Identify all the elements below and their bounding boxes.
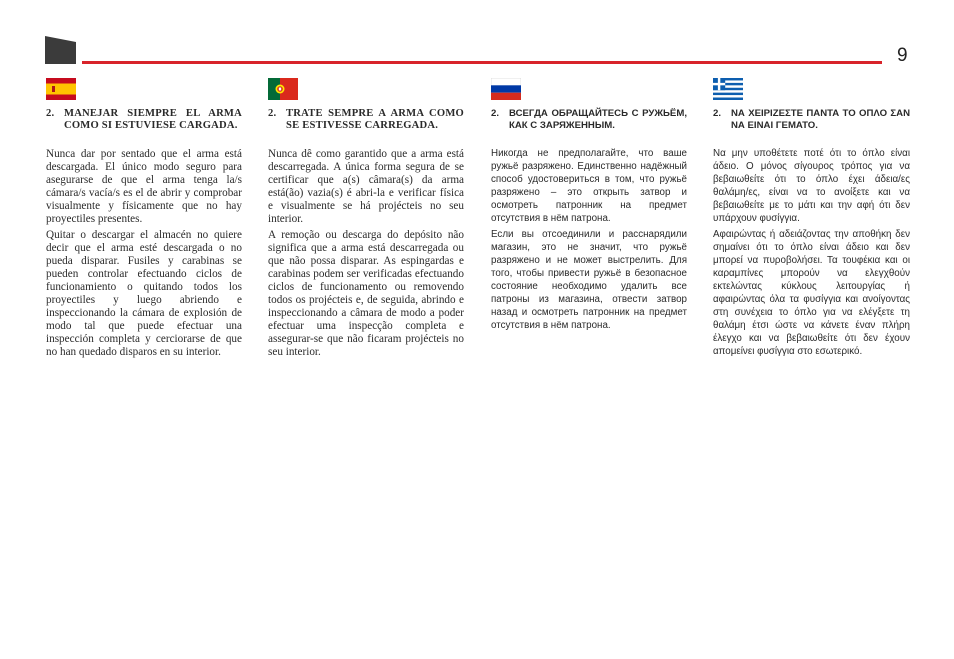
greek-flag-icon bbox=[713, 78, 743, 100]
paragraph: Nunca dê como garantido que a arma está descarregada. A única forma segura de se certificar que a(s) câmara(s) da arma está(ão) vazia(s) é abri-la e verificar física e visualmente se há projécteis no seu interior. bbox=[268, 148, 464, 225]
column-russian bbox=[491, 78, 687, 337]
russian-flag-icon bbox=[491, 78, 521, 100]
paragraph: Quitar o descargar el almacén no quiere decir que el arma esté descargada o no pueda disparar. Fusiles y carabinas se pueden controlar efectuando ciclos de funcionamiento o quitando todos los proyectiles y luego abriendo e inspeccionando la cámara de explosión de modo tal que puede efectuar una inspección completa y cerciorarse de que no han quedado disparos en su interior. bbox=[46, 229, 242, 358]
column-portuguese bbox=[268, 78, 464, 363]
paragraph: Να μην υποθέτετε ποτέ ότι το όπλο είναι άδειο. Ο μόνος σίγουρος τρόπος για να βεβαιωθείτε ότι το όπλο έχει άδεια/ες θαλάμη/ες, είναι να το ανοίξετε και να βεβαιωθείτε με το μάτι και την αφή ότι δεν υπάρχουν φυσίγγια. bbox=[713, 148, 910, 224]
paragraph: Nunca dar por sentado que el arma está descargada. El único modo seguro para asegurarse de que el arma tenga la/s cámara/s vacía/s es el de abrir y comprobar visualmente y físicamente que no hay proyectiles presentes. bbox=[46, 148, 242, 225]
paragraph: A remoção ou descarga do depósito não significa que a arma está descarregada ou que não possa disparar. As espingardas e carabinas podem ser verificadas efectuando ciclos de funcionamento ou removendo todos os projécteis e, de seguida, abrindo e inspeccionando a câmara de modo a poder efectuar uma inspecção completa e assegurar-se que não ficaram projécteis no seu interior. bbox=[268, 229, 464, 358]
paragraph: Никогда не предполагайте, что ваше ружьё разряжено. Единственно надёжный способ удостовериться в том, что ружьё разряжено – это открыть затвор и осмотреть патронник на предмет отсутствия в нём патрона. bbox=[491, 148, 687, 224]
section-heading: 2. ΝΑ ΧΕΙΡΙΖΕΣΤΕ ΠΑΝΤΑ ΤΟ ΟΠΛΟ ΣΑΝ ΝΑ ΕΙΝΑΙ ΓΕΜΑΤΟ. bbox=[713, 108, 910, 131]
paragraph: Если вы отсоединили и расснарядили магазин, это не значит, что ружьё разряжено и не может выстрелить. Для того, чтобы привести ружьё в безопасное состояние необходимо удалить все патроны из магазина, отвести затвор назад и осмотреть патронник на предмет отсутствия в нём патрона. bbox=[491, 229, 687, 331]
section-heading: 2. ВСЕГДА ОБРАЩАЙТЕСЬ С РУЖЬЁМ, КАК С ЗАРЯЖЕННЫМ. bbox=[491, 108, 687, 131]
brand-logo bbox=[45, 36, 76, 64]
paragraph: Αφαιρώντας ή αδειάζοντας την αποθήκη δεν σημαίνει ότι το όπλο είναι άδειο και δεν μπορεί να πυροβολήσει. Τα τουφέκια και οι καραμπίνες μπορούν να ελεγχθούν εκτελώντας κύκλους λειτουργίας ή αφαιρώντας όλα τα φυσίγγια και ανοίγοντας στη συνέχεια το όπλο για να ελέγξετε τη θαλάμη έτσι ώστε να κάνετε έναν πλήρη έλεγχο και να βεβαιωθείτε ότι δεν έχουν απομείνει φυσίγγια στο εσωτερικό. bbox=[713, 229, 910, 357]
section-heading: 2. MANEJAR SIEMPRE EL ARMA COMO SI ESTUVIESE CARGADA. bbox=[46, 108, 242, 131]
header-rule bbox=[82, 61, 882, 64]
column-greek bbox=[713, 78, 910, 363]
page-number: 9 bbox=[897, 45, 908, 66]
column-spanish bbox=[46, 78, 242, 363]
section-heading: 2. TRATE SEMPRE A ARMA COMO SE ESTIVESSE CARREGADA. bbox=[268, 108, 464, 131]
spanish-flag-icon bbox=[46, 78, 76, 100]
portuguese-flag-icon bbox=[268, 78, 298, 100]
